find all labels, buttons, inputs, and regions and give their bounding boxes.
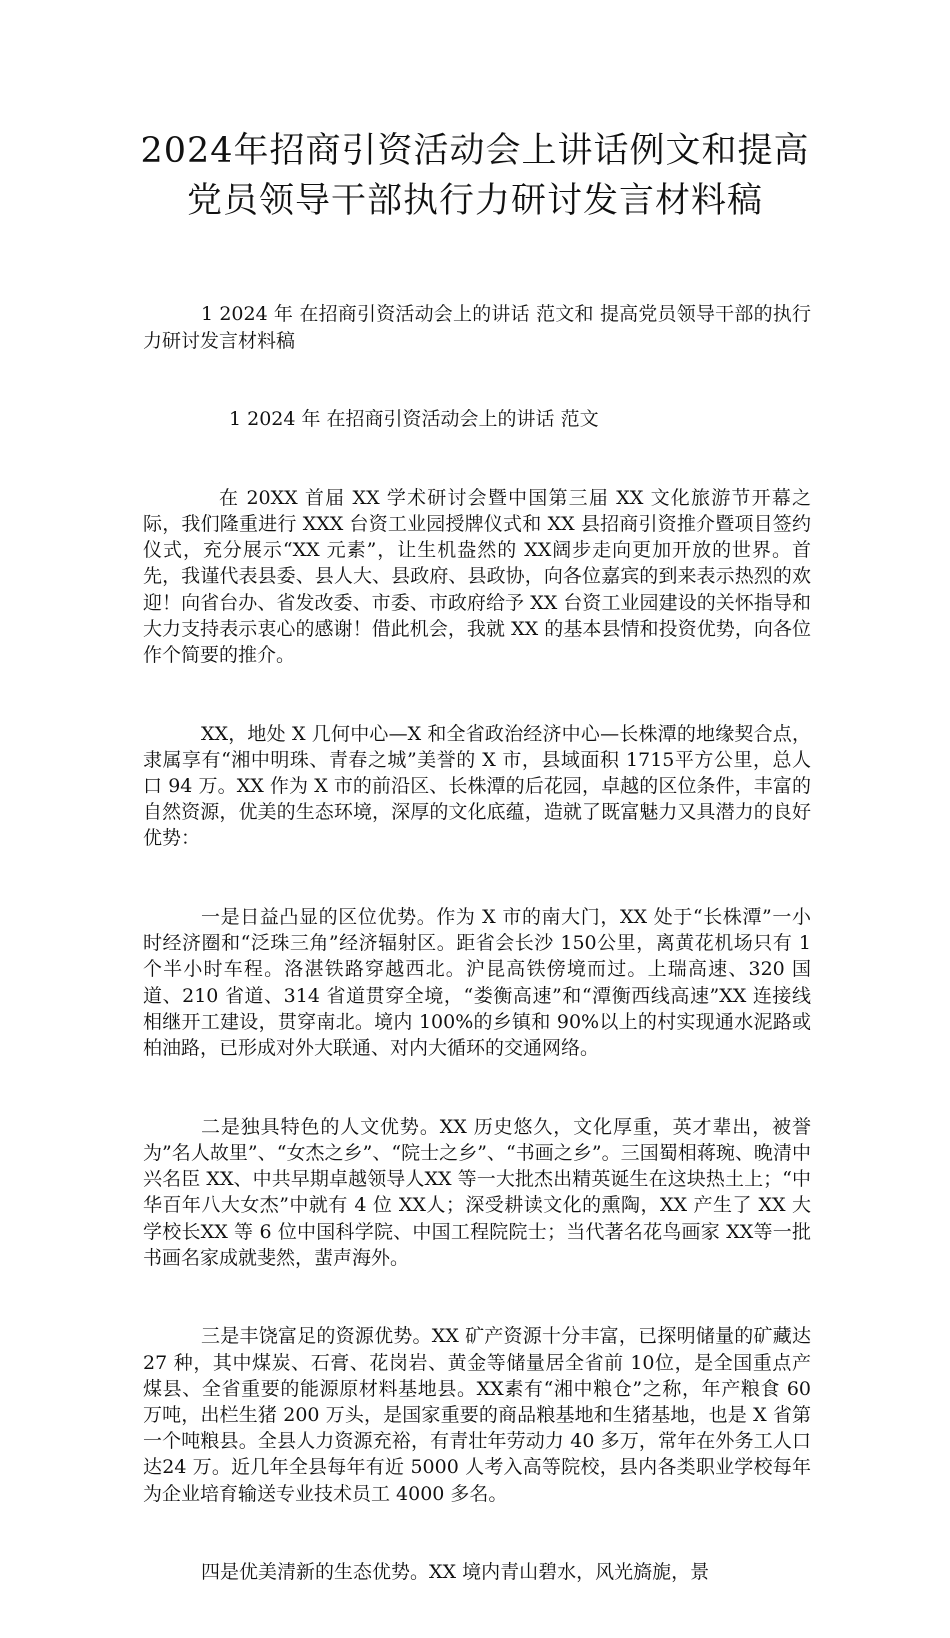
paragraph: 二是独具特色的人文优势。XX 历史悠久，文化厚重，英才辈出，被誉为”名人故里”、“女杰之乡”、“院士之乡”、“书画之乡”。三国蜀相蒋琬、晚清中兴名臣 XX、中共早期卓越领导人XX 等一大批杰出精英诞生在这块热土上；“中华百年八大女杰”中就有 4 位 XX人；深受耕读文化的熏陶，XX 产生了 XX 大学校长XX 等 6 位中国科学院、中国工程院院士；当代著名花鸟画家 XX等一批书画名家成就斐然，蜚声海外。	[143, 1115, 811, 1269]
paragraph: 四是优美清新的生态优势。XX 境内青山碧水，风光旖旎，景	[201, 1561, 710, 1584]
paragraph: 1 2024 年 在招商引资活动会上的讲话 范文	[229, 408, 599, 431]
paragraph: 在 20XX 首届 XX 学术研讨会暨中国第三届 XX 文化旅游节开幕之际，我们隆重进行 XXX 台资工业园授牌仪式和 XX 县招商引资推介暨项目签约仪式，充分展示“XX 元素”，让生机盎然的 XX阔步走向更加开放的世界。首先，我谨代表县委、县人大、县政府、县政协，向各位嘉宾的到来表示热烈的欢迎！向省台办、省发改委、市委、市政府给予 XX 台资工业园建设的关怀指导和大力支持表示衷心的感谢！借此机会，我就 XX 的基本县情和投资优势，向各位作个简要的推介。	[143, 486, 811, 667]
paragraph: 三是丰饶富足的资源优势。XX 矿产资源十分丰富，已探明储量的矿藏达 27 种，其中煤炭、石膏、花岗岩、黄金等储量居全省前 10位，是全国重点产煤县、全省重要的能源原材料基地县。XX素有“湘中粮仓”之称，年产粮食 60 万吨，出栏生猪 200 万头，是国家重要的商品粮基地和生猪基地，也是 X 省第一个吨粮县。全县人力资源充裕，有青壮年劳动力 40 多万，常年在外务工人口达24 万。近几年全县每年有近 5000 人考入高等院校，县内各类职业学校每年为企业培育输送专业技术员工 4000 多名。	[143, 1325, 818, 1505]
paragraph: 一是日益凸显的区位优势。作为 X 市的南大门，XX 处于“长株潭”一小时经济圈和“泛珠三角”经济辐射区。距省会长沙 150公里，离黄花机场只有 1 个半小时车程。洛湛铁路穿越西北。沪昆高铁傍境而过。上瑞高速、320 国道、210 省道、314 省道贯穿全境，“娄衡高速”和“潭衡西线高速”XX 连接线相继开工建设，贯穿南北。境内 100%的乡镇和 90%以上的村实现通水泥路或柏油路，已形成对外大联通、对内大循环的交通网络。	[143, 906, 818, 1060]
document-title: 2024年招商引资活动会上讲话例文和提高党员领导干部执行力研讨发言材料稿	[140, 131, 810, 221]
document-body	[143, 249, 818, 1638]
paragraph: 1 2024 年 在招商引资活动会上的讲话 范文和 提高党员领导干部的执行力研讨发言材料稿	[143, 303, 811, 352]
paragraph: XX，地处 X 几何中心—X 和全省政治经济中心—长株潭的地缘契合点，隶属享有“湘中明珠、青春之城”美誉的 X 市，县域面积 1715平方公里，总人口 94 万。XX 作为 X 市的前沿区、长株潭的后花园，卓越的区位条件，丰富的自然资源，优美的生态环境，深厚的文化底蕴，造就了既富魅力又具潜力的良好优势：	[143, 722, 811, 850]
